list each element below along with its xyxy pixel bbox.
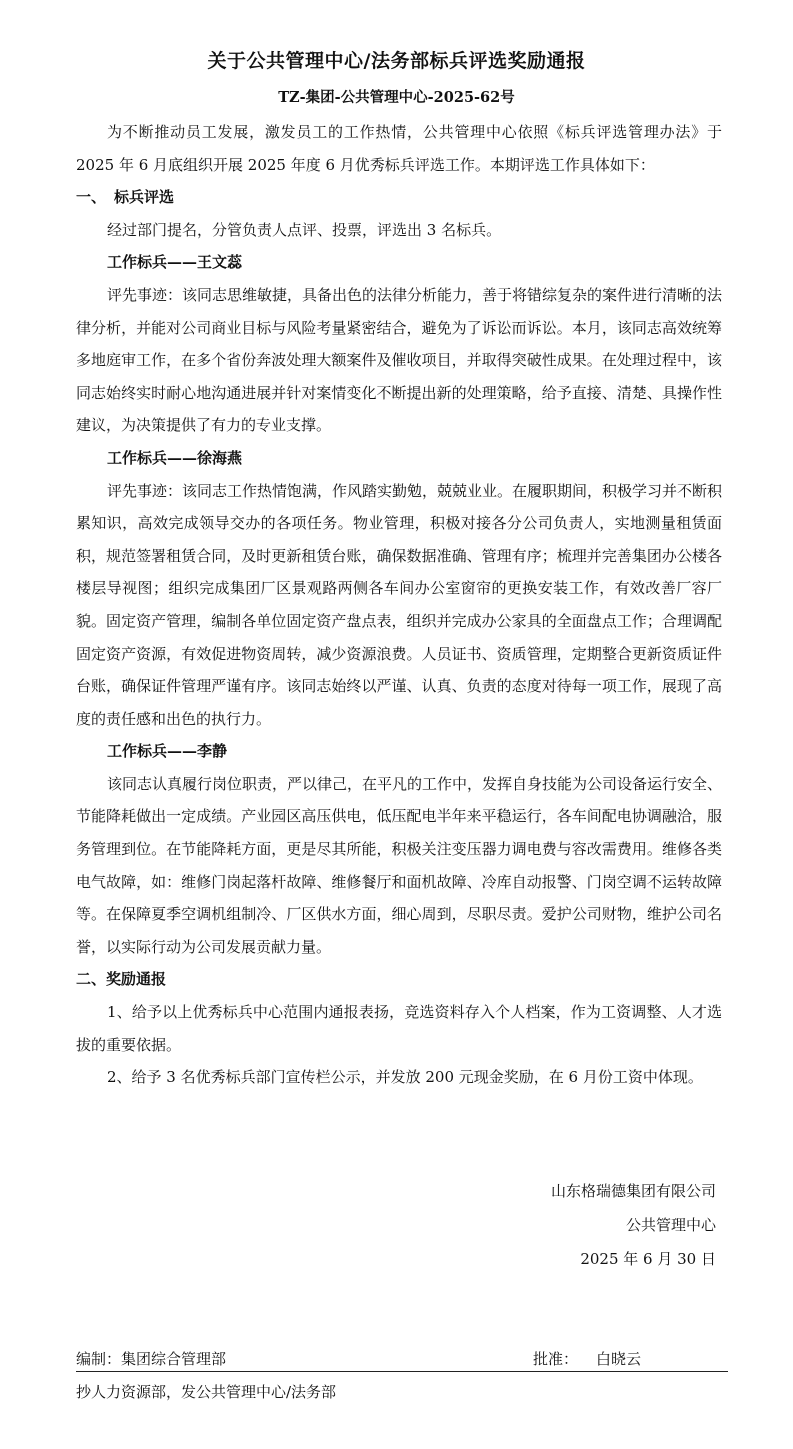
approved-value: 白晓云 [596, 1350, 642, 1368]
footer-divider [76, 1371, 728, 1372]
document-body [76, 116, 722, 1094]
approved-label: 批准： [533, 1350, 579, 1368]
document-number: TZ-集团-公共管理中心-2025-62号 [278, 89, 515, 106]
reward-item-2: 2、给予 3 名优秀标兵部门宣传栏公示，并发放 200 元现金奖励，在 6 月份工资中体现。 [107, 1068, 703, 1087]
signature-date: 2025 年 6 月 30 日 [580, 1250, 716, 1268]
signature-department: 公共管理中心 [625, 1216, 716, 1234]
section-heading-reward: 二、奖励通报 [76, 970, 167, 989]
compiled-label: 编制： [76, 1350, 122, 1368]
document-title: 关于公共管理中心/法务部标兵评选奖励通报 [207, 50, 586, 72]
awardee-heading-1: 工作标兵——王文蕊 [107, 253, 243, 272]
compiled-by [76, 1348, 226, 1369]
awardee-heading-3: 工作标兵——李静 [107, 742, 228, 761]
awardee-paragraph-3: 该同志认真履行岗位职责，严以律己，在平凡的工作中，发挥自身技能为公司设备运行安全、节能降耗做出一定成绩。产业园区高压供电，低压配电半年来平稳运行，各车间配电协调融洽，服务管理到位。在节能降耗方面，更是尽其所能，积极关注变压器力调电费与容改需费用。维修各类电气故障，如：维修门岗起落杆故障、维修餐厅和面机故障、冷库自动报警、门岗空调不运转故障等。在保障夏季空调机组制冷、厂区供水方面，细心周到，尽职尽责。爱护公司财物，维护公司名誉，以实际行动为公司发展贡献力量。 [76, 774, 723, 956]
awardee-paragraph-1: 评先事迹：该同志思维敏捷，具备出色的法律分析能力，善于将错综复杂的案件进行清晰的法律分析，并能对公司商业目标与风险考量紧密结合，避免为了诉讼而诉讼。本月，该同志高效统筹多地庭审工作，在多个省份奔波处理大额案件及催收项目，并取得突破性成果。在处理过程中，该同志始终实时耐心地沟通进展并针对案情变化不断提出新的处理策略，给予直接、清楚、具操作性建议，为决策提供了有力的专业支撑。 [76, 285, 723, 435]
signature-company: 山东格瑞德集团有限公司 [550, 1182, 716, 1200]
reward-item-1: 1、给予以上优秀标兵中心范围内通报表扬，竞选资料存入个人档案，作为工资调整、人才选拔的重要依据。 [76, 1003, 722, 1054]
section-heading-selection [76, 181, 722, 214]
selection-paragraph: 经过部门提名，分管负责人点评、投票，评选出 3 名标兵。 [107, 220, 502, 239]
compiled-value: 集团综合管理部 [121, 1350, 227, 1368]
distribution-note: 抄人力资源部，发公共管理中心/法务部 [76, 1383, 337, 1401]
intro-paragraph: 为不断推动员工发展，激发员工的工作热情，公共管理中心依照《标兵评选管理办法》于 2025 年 6 月底组织开展 2025 年度 6 月优秀标兵评选工作。本期评选工作具体如下： [76, 123, 722, 174]
approved-by [533, 1348, 641, 1369]
awardee-paragraph-2: 评先事迹：该同志工作热情饱满，作风踏实勤勉，兢兢业业。在履职期间，积极学习并不断积累知识，高效完成领导交办的各项任务。物业管理，积极对接各分公司负责人，实地测量租赁面积，规范签署租赁合同，及时更新租赁台账，确保数据准确、管理有序；梳理并完善集团办公楼各楼层导视图；组织完成集团厂区景观路两侧各车间办公室窗帘的更换安装工作，有效改善厂容厂貌。固定资产管理，编制各单位固定资产盘点表，组织并完成办公家具的全面盘点工作；合理调配固定资产资源，有效促进物资周转，减少资源浪费。人员证书、资质管理，定期整合更新资质证件台账，确保证件管理严谨有序。该同志始终以严谨、认真、负责的态度对待每一项工作，展现了高度的责任感和出色的执行力。 [76, 481, 723, 728]
section-number: 一、 [76, 188, 107, 207]
awardee-heading-2: 工作标兵——徐海燕 [107, 448, 243, 467]
section-title: 标兵评选 [114, 188, 175, 207]
